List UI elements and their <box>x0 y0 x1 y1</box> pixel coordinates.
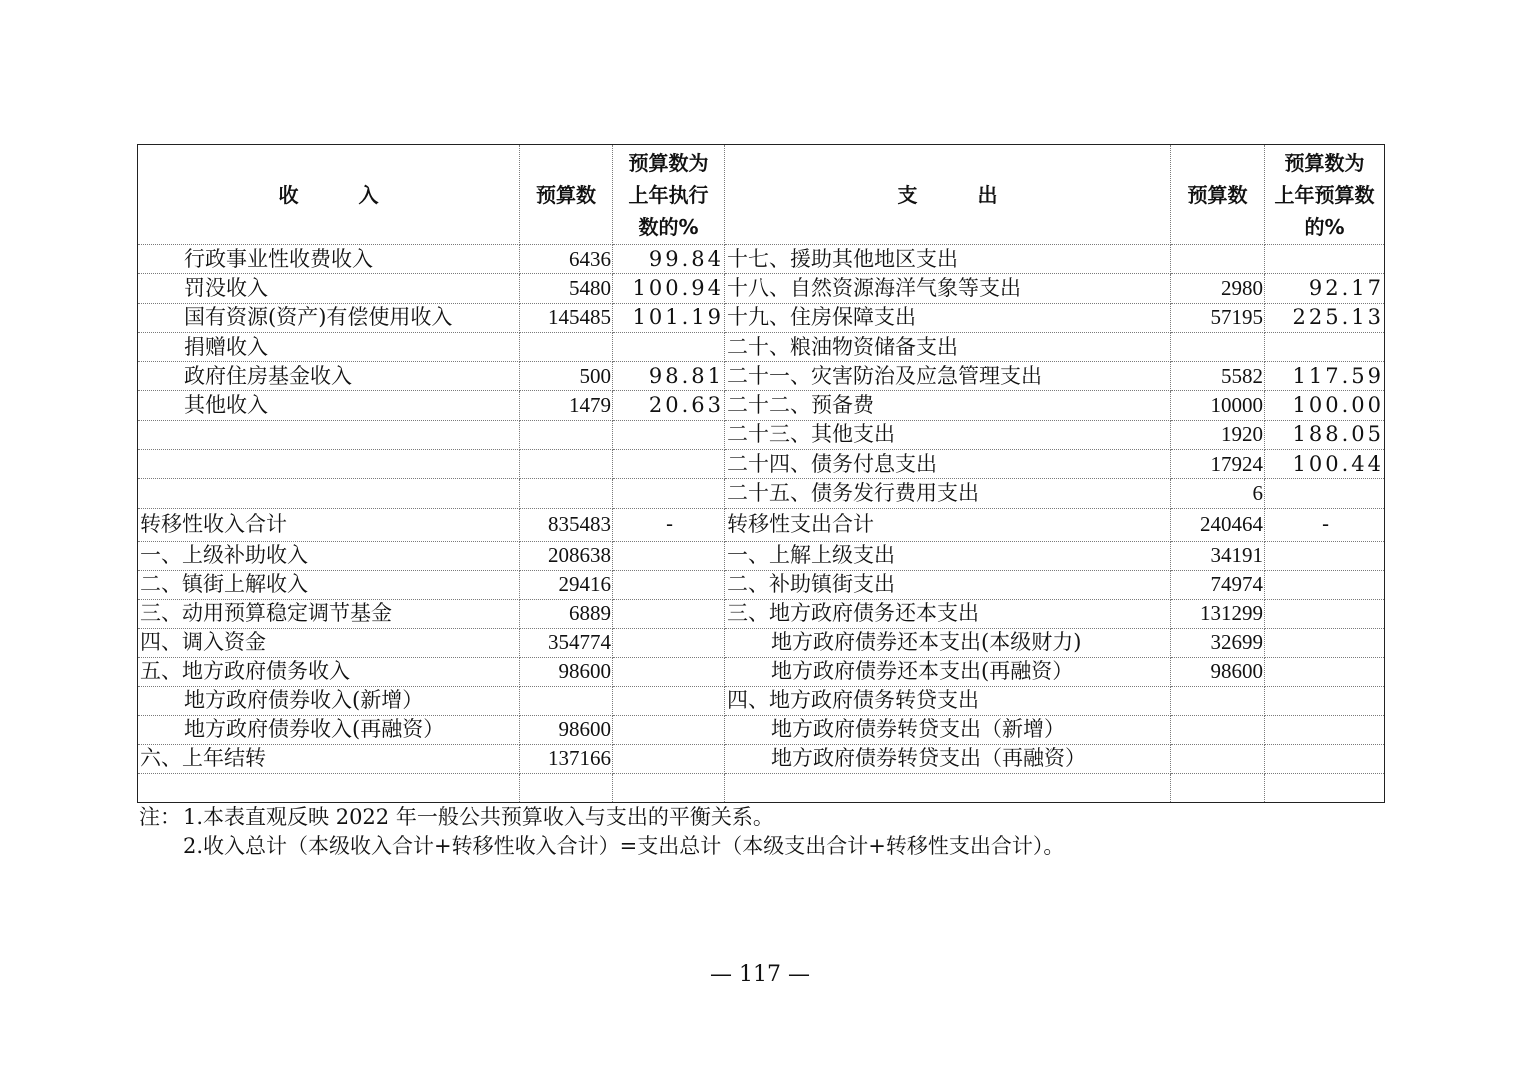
income-pct <box>613 628 725 657</box>
income-item: 一、上级补助收入 <box>138 541 520 570</box>
income-budget: 137166 <box>520 744 613 773</box>
expense-item: 十八、自然资源海洋气象等支出 <box>725 274 1171 303</box>
expense-budget: 10000 <box>1171 391 1265 420</box>
expense-item: 二十二、预备费 <box>725 391 1171 420</box>
income-pct <box>613 332 725 361</box>
income-pct-header-line: 数的% <box>638 214 699 239</box>
expense-budget-header: 预算数 <box>1171 145 1265 245</box>
table-row <box>138 420 1385 449</box>
expense-pct <box>1265 541 1385 570</box>
expense-pct: 92.17 <box>1265 274 1385 303</box>
expense-item: 二十一、灾害防治及应急管理支出 <box>725 362 1171 391</box>
income-pct <box>613 686 725 715</box>
expense-pct: 225.13 <box>1265 303 1385 332</box>
table-row <box>138 715 1385 744</box>
page-number: — 117 — <box>710 962 810 987</box>
table-row <box>138 391 1385 420</box>
income-budget <box>520 479 613 508</box>
expense-pct: 100.00 <box>1265 391 1385 420</box>
income-pct-header <box>613 145 725 245</box>
expense-pct-header-line: 的% <box>1304 214 1345 239</box>
expense-pct: 117.59 <box>1265 362 1385 391</box>
expense-budget <box>1171 686 1265 715</box>
expense-budget: 2980 <box>1171 274 1265 303</box>
income-budget: 145485 <box>520 303 613 332</box>
income-pct: - <box>613 508 725 541</box>
expense-item: 地方政府债券还本支出(再融资） <box>725 657 1171 686</box>
income-pct <box>613 420 725 449</box>
expense-budget: 74974 <box>1171 570 1265 599</box>
income-item: 捐赠收入 <box>138 332 520 361</box>
income-item: 政府住房基金收入 <box>138 362 520 391</box>
income-budget: 5480 <box>520 274 613 303</box>
income-pct <box>613 744 725 773</box>
income-pct <box>613 599 725 628</box>
income-item: 地方政府债券收入(再融资） <box>138 715 520 744</box>
table-row <box>138 450 1385 479</box>
income-budget: 29416 <box>520 570 613 599</box>
income-pct: 20.63 <box>613 391 725 420</box>
table-row <box>138 599 1385 628</box>
budget-table <box>137 144 1385 803</box>
expense-budget: 57195 <box>1171 303 1265 332</box>
expense-item: 一、上解上级支出 <box>725 541 1171 570</box>
expense-item: 十七、援助其他地区支出 <box>725 245 1171 274</box>
table-row <box>138 541 1385 570</box>
expense-budget: 6 <box>1171 479 1265 508</box>
expense-pct <box>1265 628 1385 657</box>
income-budget: 208638 <box>520 541 613 570</box>
income-budget: 6436 <box>520 245 613 274</box>
income-pct: 100.94 <box>613 274 725 303</box>
income-pct <box>613 541 725 570</box>
expense-item: 二十三、其他支出 <box>725 420 1171 449</box>
expense-budget <box>1171 245 1265 274</box>
income-pct <box>613 657 725 686</box>
expense-header: 支 出 <box>725 145 1171 245</box>
income-pct <box>613 479 725 508</box>
table-row <box>138 362 1385 391</box>
expense-item: 四、地方政府债务转贷支出 <box>725 686 1171 715</box>
table-row <box>138 332 1385 361</box>
income-pct <box>613 450 725 479</box>
income-item: 六、上年结转 <box>138 744 520 773</box>
income-budget <box>520 450 613 479</box>
income-pct-header-line: 预算数为 <box>628 150 709 175</box>
table-notes <box>139 803 1064 861</box>
income-item <box>138 479 520 508</box>
income-pct: 99.84 <box>613 245 725 274</box>
expense-budget: 32699 <box>1171 628 1265 657</box>
expense-budget <box>1171 744 1265 773</box>
table-row <box>138 773 1385 802</box>
expense-pct <box>1265 599 1385 628</box>
table-row-subtotal <box>138 508 1385 541</box>
note-item: 2.收入总计（本级收入合计+转移性收入合计）=支出总计（本级支出合计+转移性支出合计）。 <box>183 834 1065 858</box>
expense-pct <box>1265 570 1385 599</box>
expense-pct: 100.44 <box>1265 450 1385 479</box>
table-header-row <box>138 145 1385 245</box>
table-row <box>138 657 1385 686</box>
expense-budget: 131299 <box>1171 599 1265 628</box>
table-row <box>138 744 1385 773</box>
expense-pct <box>1265 686 1385 715</box>
income-pct <box>613 715 725 744</box>
expense-budget <box>1171 773 1265 802</box>
income-item: 其他收入 <box>138 391 520 420</box>
table-row <box>138 274 1385 303</box>
income-budget: 354774 <box>520 628 613 657</box>
expense-item: 地方政府债券还本支出(本级财力) <box>725 628 1171 657</box>
income-budget <box>520 420 613 449</box>
notes-list <box>183 803 1064 861</box>
income-item: 转移性收入合计 <box>138 508 520 541</box>
expense-item: 十九、住房保障支出 <box>725 303 1171 332</box>
income-budget: 98600 <box>520 715 613 744</box>
income-item: 国有资源(资产)有偿使用收入 <box>138 303 520 332</box>
note-item: 1.本表直观反映 2022 年一般公共预算收入与支出的平衡关系。 <box>183 805 774 829</box>
expense-pct-header-line: 上年预算数 <box>1274 182 1375 207</box>
income-item <box>138 773 520 802</box>
income-budget: 500 <box>520 362 613 391</box>
income-budget: 1479 <box>520 391 613 420</box>
income-budget-header: 预算数 <box>520 145 613 245</box>
table-row <box>138 303 1385 332</box>
expense-item: 二十四、债务付息支出 <box>725 450 1171 479</box>
expense-budget <box>1171 332 1265 361</box>
income-item <box>138 450 520 479</box>
income-item: 五、地方政府债务收入 <box>138 657 520 686</box>
income-item: 二、镇街上解收入 <box>138 570 520 599</box>
expense-item: 三、地方政府债务还本支出 <box>725 599 1171 628</box>
expense-pct <box>1265 744 1385 773</box>
table-row <box>138 686 1385 715</box>
income-pct <box>613 570 725 599</box>
expense-pct <box>1265 715 1385 744</box>
income-header: 收 入 <box>138 145 520 245</box>
expense-budget <box>1171 715 1265 744</box>
income-budget <box>520 332 613 361</box>
expense-pct <box>1265 245 1385 274</box>
expense-item: 转移性支出合计 <box>725 508 1171 541</box>
income-pct: 101.19 <box>613 303 725 332</box>
income-item <box>138 420 520 449</box>
expense-budget: 1920 <box>1171 420 1265 449</box>
expense-pct <box>1265 332 1385 361</box>
income-budget: 98600 <box>520 657 613 686</box>
expense-item: 二十五、债务发行费用支出 <box>725 479 1171 508</box>
income-item: 三、动用预算稳定调节基金 <box>138 599 520 628</box>
expense-pct <box>1265 657 1385 686</box>
income-pct <box>613 773 725 802</box>
expense-pct-header-line: 预算数为 <box>1284 150 1365 175</box>
income-budget <box>520 773 613 802</box>
expense-pct: 188.05 <box>1265 420 1385 449</box>
income-pct-header-line: 上年执行 <box>628 182 709 207</box>
expense-budget: 98600 <box>1171 657 1265 686</box>
table-row <box>138 570 1385 599</box>
expense-budget: 240464 <box>1171 508 1265 541</box>
expense-pct: - <box>1265 508 1385 541</box>
expense-pct <box>1265 479 1385 508</box>
income-budget: 835483 <box>520 508 613 541</box>
table-row <box>138 628 1385 657</box>
income-budget: 6889 <box>520 599 613 628</box>
expense-budget: 17924 <box>1171 450 1265 479</box>
income-item: 地方政府债券收入(新增） <box>138 686 520 715</box>
table-row <box>138 245 1385 274</box>
income-item: 四、调入资金 <box>138 628 520 657</box>
expense-item: 二、补助镇街支出 <box>725 570 1171 599</box>
expense-budget: 5582 <box>1171 362 1265 391</box>
expense-pct-header <box>1265 145 1385 245</box>
income-item: 行政事业性收费收入 <box>138 245 520 274</box>
expense-item: 二十、粮油物资储备支出 <box>725 332 1171 361</box>
notes-label: 注： <box>139 805 181 829</box>
expense-item: 地方政府债券转贷支出（再融资） <box>725 744 1171 773</box>
expense-item: 地方政府债券转贷支出（新增） <box>725 715 1171 744</box>
table-row <box>138 479 1385 508</box>
expense-pct <box>1265 773 1385 802</box>
income-budget <box>520 686 613 715</box>
expense-budget: 34191 <box>1171 541 1265 570</box>
income-item: 罚没收入 <box>138 274 520 303</box>
income-pct: 98.81 <box>613 362 725 391</box>
expense-item <box>725 773 1171 802</box>
